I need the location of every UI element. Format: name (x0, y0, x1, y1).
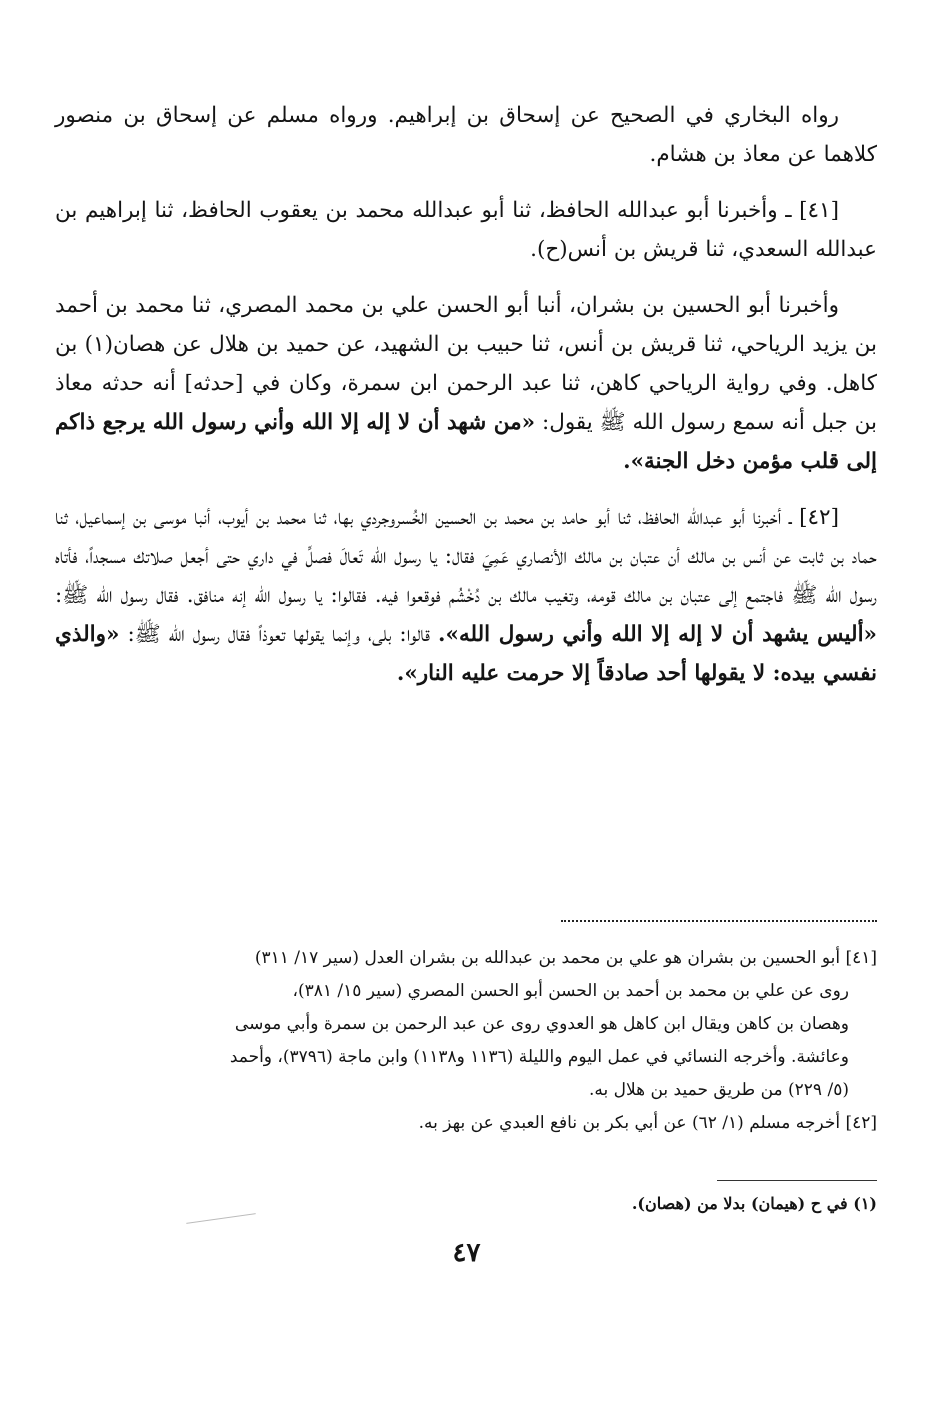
hadith-quote-2: «أليس يشهد أن لا إله إلا الله وأني رسول الله». (438, 622, 877, 647)
note-41-line-4: وعائشة. وأخرجه النسائي في عمل اليوم والليلة (١١٣٦ و١١٣٨) وابن ماجة (٣٧٩٦)، وأحمد (229, 1047, 849, 1067)
footnote-separator (717, 1180, 877, 1181)
paragraph-42-text-a: [٤٢] ـ أخبرنا أبو عبدالله الحافظ، ثنا أبو حامد بن محمد بن الحسين الخُسروجردي بها، ثنا محمد بن أيوب، أنبا موسى بن إسماعيل، ثنا حماد بن ثابت عن أنس بن مالك أن عتبان بن مالك الأنصاري عَمِيَ فقال: يا رسول الله تَعالَ فصلِّ في داري حتى أجعل صلاتك مسجداً، فأتاه رسول الله ﷺ فاجتمع إلى عتبان بن مالك قومه، وتغيب مالك بن دُخْشُم فوقعوا فيه. فقالوا: يا رسول الله إنه منافق. فقال رسول الله ﷺ: (55, 505, 877, 608)
main-text (55, 96, 877, 710)
paragraph-42-text-c: قالوا: بلى، وإنما يقولها تعوذاً فقال رسول الله ﷺ: (127, 622, 431, 647)
note-41: [٤١] أبو الحسين بن بشران هو علي بن محمد بن عبدالله بن بشران العدل (سير ١٧/ ٣١١) (254, 948, 877, 968)
paragraph-41-cont (55, 286, 877, 481)
note-41-line-2: روى عن علي بن محمد بن أحمد بن الحسن أبو الحسن المصري (سير ١٥/ ٣٨١)، (292, 981, 849, 1001)
hadith-quote-1: «من شهد أن لا إله إلا الله وأني رسول الله يرجع ذاكم إلى قلب مؤمن دخل الجنة». (55, 410, 877, 474)
note-42: [٤٢] أخرجه مسلم (١/ ٦٢) عن أبي بكر بن نافع العبدي عن بهز به. (418, 1113, 877, 1133)
page-number: ٤٧ (452, 1238, 481, 1268)
notes-section (55, 942, 877, 1140)
paragraph-1: رواه البخاري في الصحيح عن إسحاق بن إبراهيم. ورواه مسلم عن إسحاق بن منصور كلاهما عن معاذ بن هشام. (55, 103, 877, 167)
paragraph-41-cont-text: وأخبرنا أبو الحسين بن بشران، أنبا أبو الحسن علي بن محمد المصري، ثنا محمد بن أحمد بن يزيد الرياحي، ثنا قريش بن أنس، ثنا حبيب بن الشهيد، عن حميد بن هلال عن هصان(١) بن كاهل. وفي رواية الرياحي كاهن، ثنا عبد الرحمن ابن سمرة، وكان في [حدثه] أنه حدثه معاذ بن جبل أنه سمع رسول الله ﷺ يقول: (55, 293, 877, 435)
note-41-line-3: وهصان بن كاهن ويقال ابن كاهل هو العدوي روى عن عبد الرحمن بن سمرة وأبي موسى (234, 1014, 849, 1034)
hadith-quote-3: «والذي نفسي بيده: لا يقولها أحد صادقاً إلا حرمت عليه النار». (55, 622, 877, 686)
note-41-line-5: (٥/ ٢٢٩) من طريق حميد بن هلال به. (588, 1080, 849, 1100)
footnote: (١) في ح (هيمان) بدلا من (هصان). (631, 1194, 877, 1213)
notes-separator (561, 920, 877, 922)
paragraph-41: [٤١] ـ وأخبرنا أبو عبدالله الحافظ، ثنا أبو عبدالله محمد بن يعقوب الحافظ، ثنا إبراهيم بن عبدالله السعدي، ثنا قريش بن أنس(ح). (55, 198, 877, 262)
paragraph-42 (55, 498, 877, 693)
